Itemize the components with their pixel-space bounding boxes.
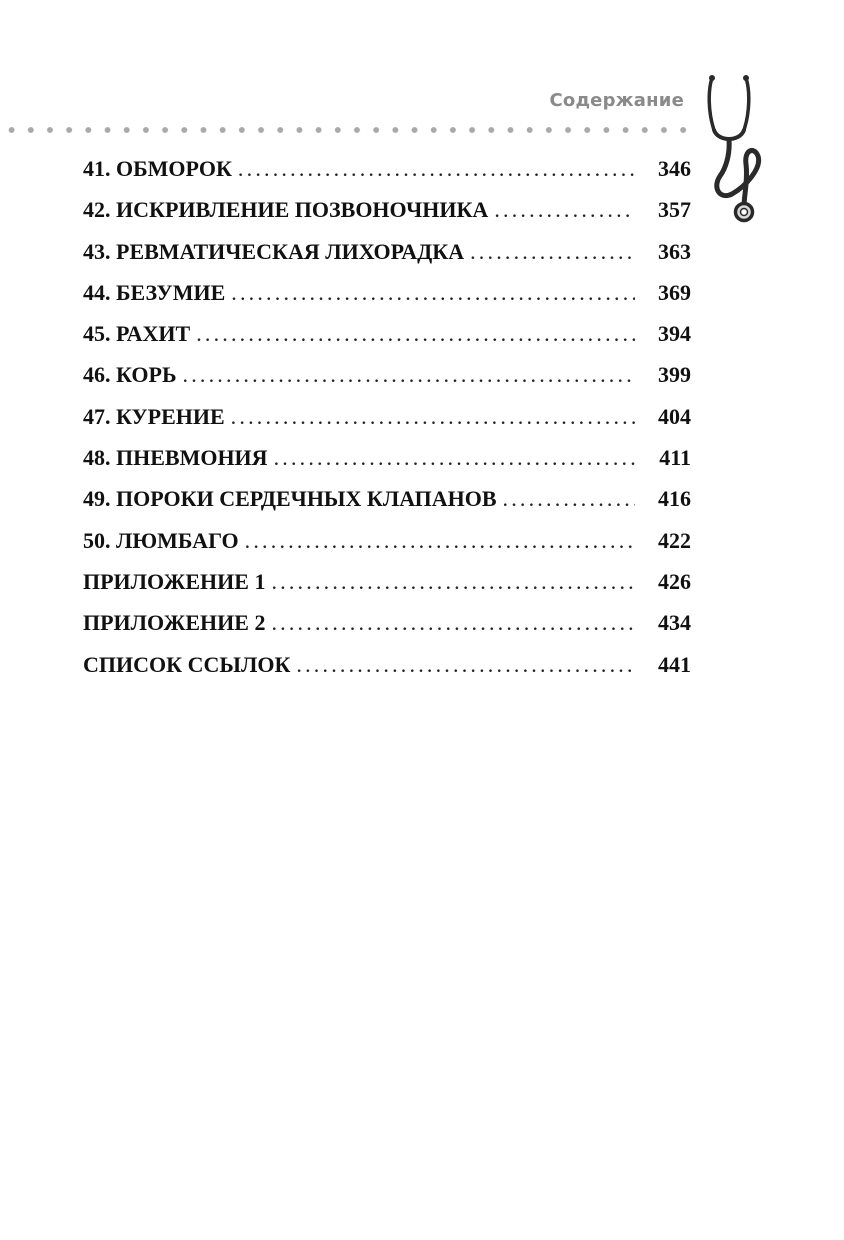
toc-entry-title: 48. ПНЕВМОНИЯ — [83, 445, 268, 471]
dot-leader — [183, 362, 636, 388]
toc-entry-47[interactable] — [83, 404, 691, 445]
toc-entry-43[interactable] — [83, 239, 691, 280]
toc-entry-page: 369 — [658, 279, 691, 305]
toc-entry-42[interactable] — [83, 197, 691, 238]
toc-entry-title: СПИСОК ССЫЛОК — [83, 651, 291, 677]
dot-leader — [245, 528, 635, 554]
toc-entry-title: 44. БЕЗУМИЕ — [83, 279, 226, 305]
toc-entry-48[interactable] — [83, 445, 691, 486]
toc-entry-page: 434 — [658, 610, 691, 636]
toc-entry-44[interactable] — [83, 280, 691, 321]
toc-entry-title: 47. КУРЕНИЕ — [83, 403, 225, 429]
stethoscope-icon — [700, 72, 770, 232]
dotted-rule — [0, 126, 690, 134]
toc-entry-title: 41. ОБМОРОК — [83, 156, 232, 181]
toc-entry-45[interactable] — [83, 321, 691, 362]
toc-entry-appendix-2[interactable] — [83, 610, 691, 651]
toc-entry-page: 404 — [658, 403, 691, 429]
dot-leader — [196, 321, 635, 347]
toc-entry-appendix-1[interactable] — [83, 569, 691, 610]
dot-leader — [271, 610, 635, 636]
toc-entry-41[interactable] — [83, 156, 691, 197]
table-of-contents — [83, 156, 691, 693]
toc-entry-49[interactable] — [83, 486, 691, 527]
toc-entry-46[interactable] — [83, 362, 691, 403]
toc-entry-title: 43. РЕВМАТИЧЕСКАЯ ЛИХОРАДКА — [83, 238, 465, 264]
toc-entry-page: 441 — [658, 651, 691, 677]
toc-entry-title: 42. ИСКРИВЛЕНИЕ ПОЗВОНОЧНИКА — [83, 197, 489, 223]
dot-leader — [231, 404, 635, 430]
toc-entry-references[interactable] — [83, 652, 691, 693]
toc-entry-title: 49. ПОРОКИ СЕРДЕЧНЫХ КЛАПАНОВ — [83, 486, 497, 512]
dot-leader — [503, 486, 636, 512]
toc-entry-page: 363 — [658, 238, 691, 264]
dot-leader — [274, 445, 635, 471]
toc-entry-page: 426 — [658, 568, 691, 594]
toc-entry-page: 357 — [658, 197, 691, 223]
toc-entry-title: 46. КОРЬ — [83, 362, 177, 388]
toc-entry-title: ПРИЛОЖЕНИЕ 1 — [83, 568, 266, 594]
dot-leader — [296, 652, 635, 678]
dot-leader — [494, 197, 635, 223]
toc-entry-page: 399 — [658, 362, 691, 388]
toc-entry-title: ПРИЛОЖЕНИЕ 2 — [83, 610, 266, 636]
toc-entry-50[interactable] — [83, 528, 691, 569]
toc-entry-page: 422 — [658, 527, 691, 553]
toc-entry-page: 346 — [658, 156, 691, 181]
toc-entry-page: 394 — [658, 321, 691, 347]
dot-leader — [271, 569, 635, 595]
toc-entry-page: 416 — [658, 486, 691, 512]
running-head: Содержание — [549, 90, 684, 111]
dot-leader — [470, 239, 635, 265]
toc-entry-title: 50. ЛЮМБАГО — [83, 527, 239, 553]
toc-entry-page: 411 — [659, 445, 691, 471]
dot-leader — [238, 156, 635, 182]
toc-entry-title: 45. РАХИТ — [83, 321, 191, 347]
dot-leader — [231, 280, 635, 306]
